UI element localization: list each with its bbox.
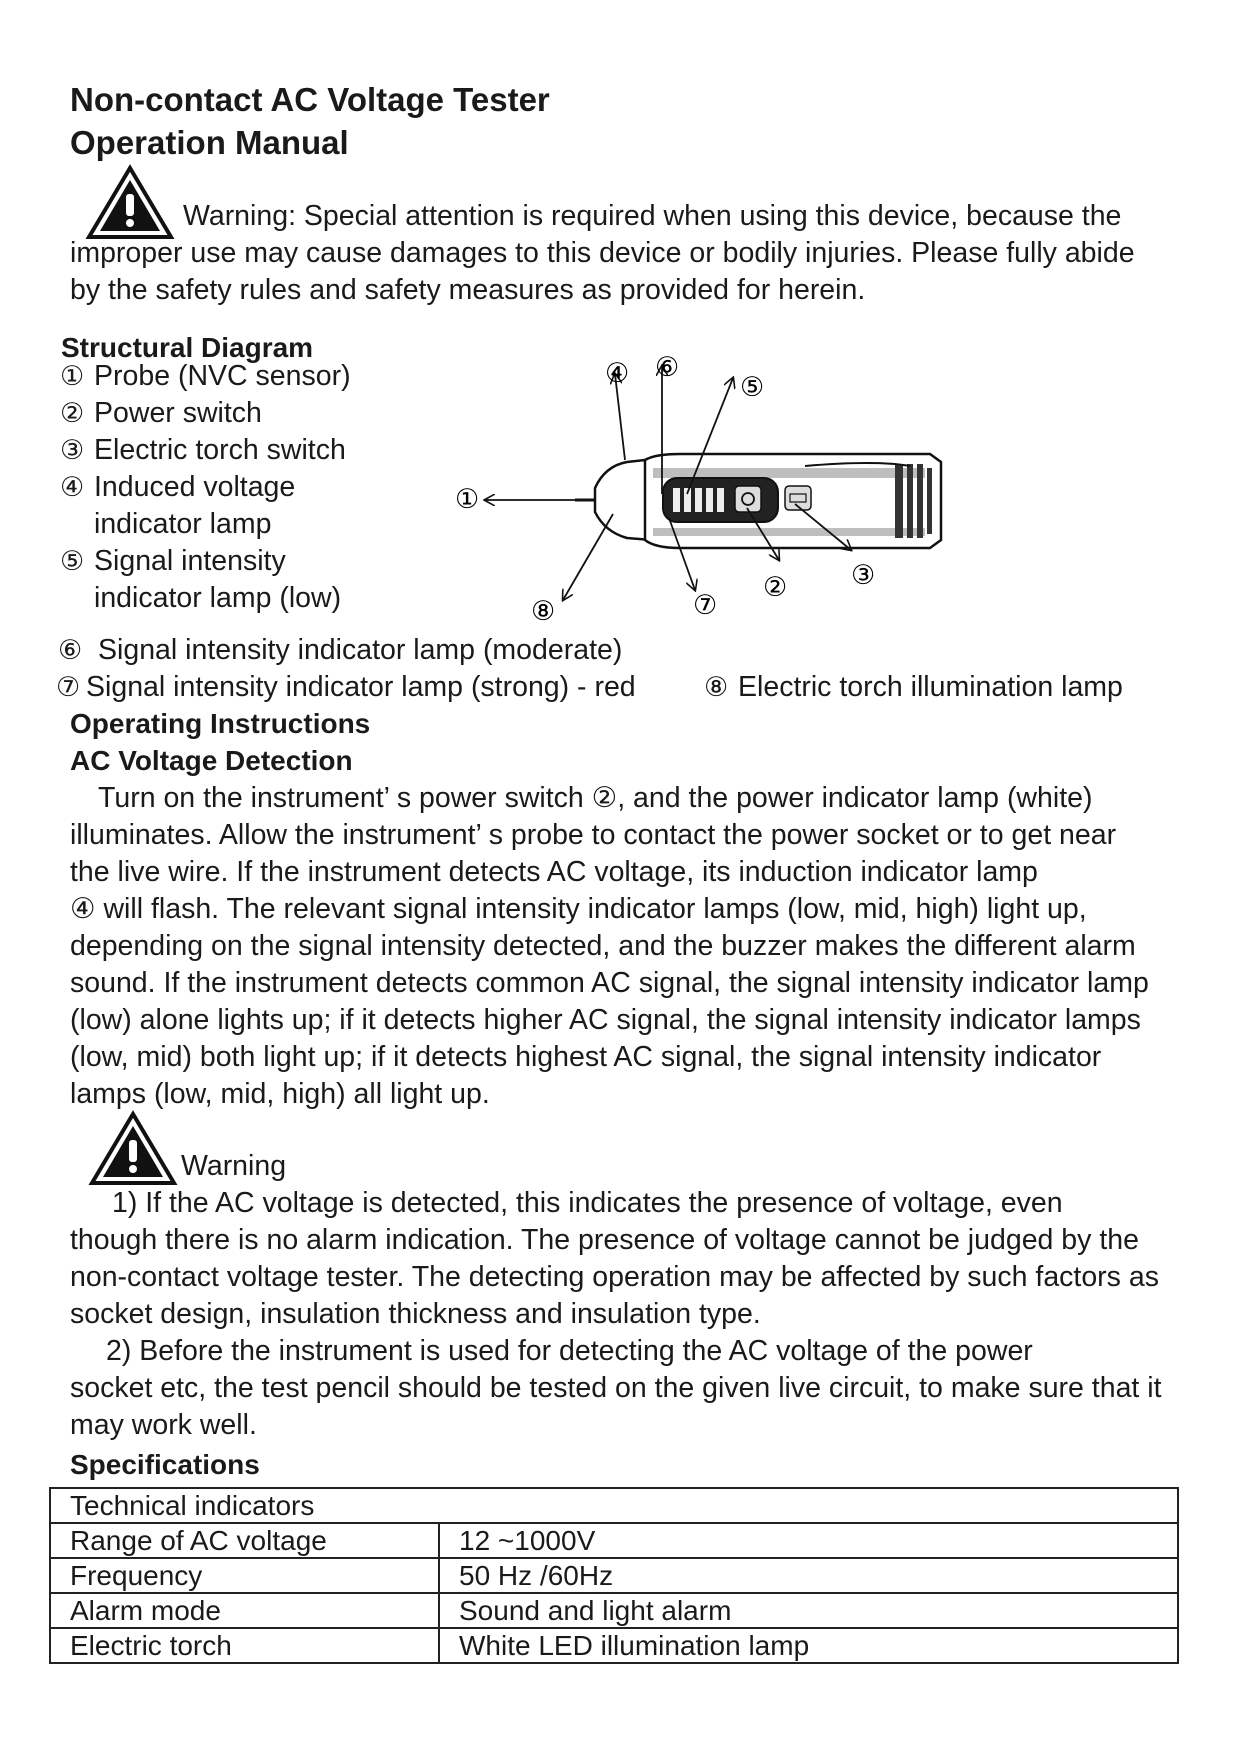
spec-label: Alarm mode bbox=[50, 1593, 439, 1628]
diagram-label-4: ④ bbox=[605, 358, 630, 389]
paragraph-line: depending on the signal intensity detected, and the buzzer makes the different alarm bbox=[70, 930, 1136, 962]
spec-value: White LED illumination lamp bbox=[439, 1628, 1178, 1663]
paragraph-line: Turn on the instrument’ s power switch ②, and the power indicator lamp (white) bbox=[98, 782, 1093, 814]
diagram-label-3: ③ bbox=[851, 560, 876, 591]
diagram-label-6: ⑥ bbox=[655, 352, 680, 383]
spec-label: Electric torch bbox=[50, 1628, 439, 1663]
warning-text-line1: Warning: Special attention is required when using this device, because the bbox=[183, 200, 1122, 232]
paragraph-line: socket design, insulation thickness and insulation type. bbox=[70, 1298, 761, 1330]
warning-heading: Warning bbox=[181, 1150, 287, 1182]
diagram-label-7: ⑦ bbox=[693, 590, 718, 621]
table-row bbox=[50, 1593, 1178, 1628]
diagram-label-5: ⑤ bbox=[740, 372, 765, 403]
table-row bbox=[50, 1558, 1178, 1593]
probe-head bbox=[595, 460, 651, 540]
paragraph-line: sound. If the instrument detects common AC signal, the signal intensity indicator lamp bbox=[70, 967, 1149, 999]
indicator-lamp bbox=[706, 488, 713, 512]
paragraph-line: 1) If the AC voltage is detected, this indicates the presence of voltage, even bbox=[112, 1187, 1063, 1219]
list-item: indicator lamp (low) bbox=[94, 582, 342, 614]
warning-text-line2: improper use may cause damages to this device or bodily injuries. Please fully abide bbox=[70, 237, 1135, 269]
paragraph-line: lamps (low, mid, high) all light up. bbox=[70, 1078, 490, 1110]
spec-label: Range of AC voltage bbox=[50, 1523, 439, 1558]
list-item: ⑦ Signal intensity indicator lamp (strong) - red bbox=[56, 671, 636, 703]
specifications-table bbox=[49, 1487, 1179, 1664]
indicator-lamp bbox=[695, 488, 702, 512]
spec-value: 50 Hz /60Hz bbox=[439, 1558, 1178, 1593]
paragraph-line: though there is no alarm indication. The presence of voltage cannot be judged by the bbox=[70, 1224, 1139, 1256]
page-title: Non-contact AC Voltage Tester bbox=[70, 81, 550, 118]
paragraph-line: illuminates. Allow the instrument’ s probe to contact the power socket or to get near bbox=[70, 819, 1117, 851]
diagram-label-2: ② bbox=[763, 572, 788, 603]
operating-instructions-heading: Operating Instructions bbox=[70, 708, 371, 739]
paragraph-line: the live wire. If the instrument detects AC voltage, its induction indicator lamp bbox=[70, 856, 1038, 888]
table-row bbox=[50, 1488, 1178, 1523]
list-item: ⑥ Signal intensity indicator lamp (moderate) bbox=[58, 634, 623, 666]
paragraph-line: may work well. bbox=[70, 1409, 257, 1441]
diagram-label-8: ⑧ bbox=[531, 596, 556, 627]
spec-value: Sound and light alarm bbox=[439, 1593, 1178, 1628]
spec-label: Frequency bbox=[50, 1558, 439, 1593]
table-row bbox=[50, 1628, 1178, 1663]
list-item: indicator lamp bbox=[94, 508, 272, 540]
warning-triangle-icon bbox=[88, 1110, 178, 1186]
list-item: ⑤ Signal intensity bbox=[60, 545, 286, 577]
paragraph-line: (low, mid) both light up; if it detects highest AC signal, the signal intensity indicator bbox=[70, 1041, 1102, 1073]
specifications-heading: Specifications bbox=[70, 1449, 260, 1480]
list-item: ④ Induced voltage bbox=[60, 471, 296, 503]
page-subtitle: Operation Manual bbox=[70, 124, 349, 161]
paragraph-line: ④ will flash. The relevant signal intensity indicator lamps (low, mid, high) light up, bbox=[70, 893, 1087, 925]
paragraph-line: 2) Before the instrument is used for detecting the AC voltage of the power bbox=[106, 1335, 1033, 1367]
table-row bbox=[50, 1523, 1178, 1558]
paragraph-line: non-contact voltage tester. The detecting operation may be affected by such factors as bbox=[70, 1261, 1159, 1293]
list-item: ③ Electric torch switch bbox=[60, 434, 346, 466]
indicator-lamp bbox=[673, 488, 680, 512]
table-header-cell: Technical indicators bbox=[50, 1488, 1178, 1523]
list-item: ⑧ Electric torch illumination lamp bbox=[704, 671, 1123, 703]
paragraph-line: (low) alone lights up; if it detects higher AC signal, the signal intensity indicator lamps bbox=[70, 1004, 1141, 1036]
warning-text-line3: by the safety rules and safety measures as provided for herein. bbox=[70, 274, 866, 306]
paragraph-line: socket etc, the test pencil should be tested on the given live circuit, to make sure that it bbox=[70, 1372, 1162, 1404]
structural-list bbox=[60, 358, 351, 617]
indicator-lamp bbox=[717, 488, 724, 512]
structural-diagram-heading: Structural Diagram bbox=[61, 332, 314, 363]
spec-value: 12 ~1000V bbox=[439, 1523, 1178, 1558]
list-item: ① Probe (NVC sensor) bbox=[60, 360, 351, 392]
diagram-label-1: ① bbox=[455, 484, 480, 515]
voltage-tester-diagram bbox=[455, 352, 1055, 638]
list-item: ② Power switch bbox=[60, 397, 262, 429]
ac-voltage-detection-heading: AC Voltage Detection bbox=[70, 745, 353, 776]
